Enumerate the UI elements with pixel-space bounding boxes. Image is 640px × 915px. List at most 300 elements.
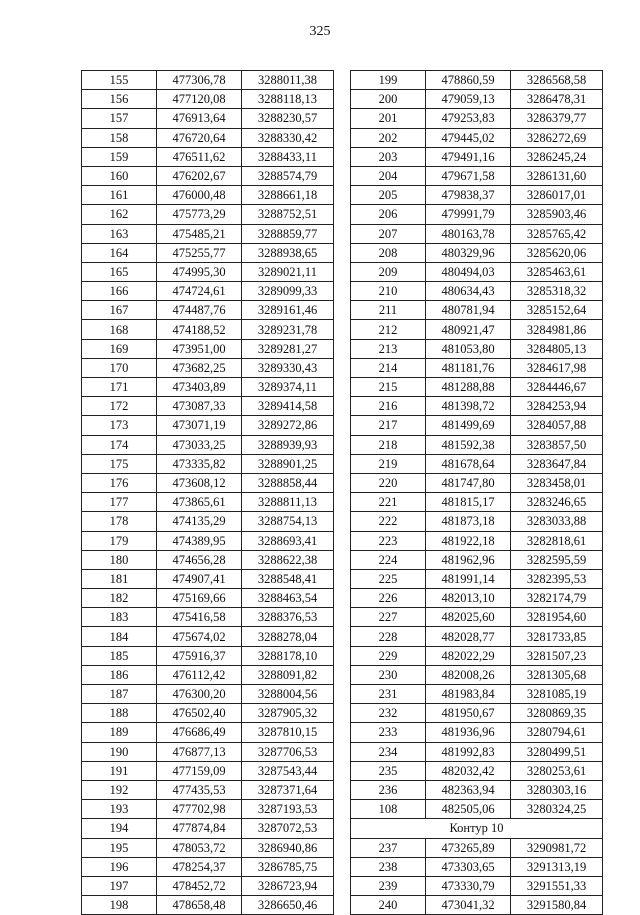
- x-coordinate-cell: 473403,89: [157, 378, 242, 397]
- y-coordinate-cell: 3286017,01: [511, 186, 603, 205]
- point-number-cell: 236: [351, 780, 426, 799]
- y-coordinate-cell: 3284617,98: [511, 358, 603, 377]
- table-row: [82, 71, 334, 90]
- point-number-cell: 239: [351, 876, 426, 895]
- table-row: [82, 493, 334, 512]
- point-number-cell: 189: [82, 723, 157, 742]
- table-row: [82, 857, 334, 876]
- y-coordinate-cell: 3287193,53: [242, 800, 334, 819]
- x-coordinate-cell: 481922,18: [426, 531, 511, 550]
- table-row: [351, 205, 603, 224]
- point-number-cell: 172: [82, 397, 157, 416]
- y-coordinate-cell: 3283857,50: [511, 435, 603, 454]
- y-coordinate-cell: 3287706,53: [242, 742, 334, 761]
- x-coordinate-cell: 481983,84: [426, 685, 511, 704]
- point-number-cell: 184: [82, 627, 157, 646]
- x-coordinate-cell: 473265,89: [426, 838, 511, 857]
- x-coordinate-cell: 477306,78: [157, 71, 242, 90]
- y-coordinate-cell: 3291313,19: [511, 857, 603, 876]
- y-coordinate-cell: 3288433,11: [242, 147, 334, 166]
- point-number-cell: 178: [82, 512, 157, 531]
- table-row: [351, 838, 603, 857]
- point-number-cell: 223: [351, 531, 426, 550]
- point-number-cell: 170: [82, 358, 157, 377]
- x-coordinate-cell: 475485,21: [157, 224, 242, 243]
- table-row: [82, 262, 334, 281]
- y-coordinate-cell: 3287072,53: [242, 819, 334, 838]
- point-number-cell: 227: [351, 608, 426, 627]
- point-number-cell: 226: [351, 589, 426, 608]
- y-coordinate-cell: 3285463,61: [511, 262, 603, 281]
- y-coordinate-cell: 3288754,13: [242, 512, 334, 531]
- x-coordinate-cell: 482363,94: [426, 780, 511, 799]
- y-coordinate-cell: 3280303,16: [511, 780, 603, 799]
- point-number-cell: 229: [351, 646, 426, 665]
- table-row: [351, 608, 603, 627]
- y-coordinate-cell: 3282595,59: [511, 550, 603, 569]
- table-row: [351, 339, 603, 358]
- y-coordinate-cell: 3288091,82: [242, 665, 334, 684]
- table-row: [82, 512, 334, 531]
- x-coordinate-cell: 477435,53: [157, 780, 242, 799]
- x-coordinate-cell: 479491,16: [426, 147, 511, 166]
- point-number-cell: 212: [351, 320, 426, 339]
- y-coordinate-cell: 3289374,11: [242, 378, 334, 397]
- point-number-cell: 191: [82, 761, 157, 780]
- table-row: [82, 780, 334, 799]
- point-number-cell: 206: [351, 205, 426, 224]
- x-coordinate-cell: 476112,42: [157, 665, 242, 684]
- x-coordinate-cell: 474135,29: [157, 512, 242, 531]
- table-row: [82, 569, 334, 588]
- point-number-cell: 179: [82, 531, 157, 550]
- y-coordinate-cell: 3288752,51: [242, 205, 334, 224]
- x-coordinate-cell: 475169,66: [157, 589, 242, 608]
- y-coordinate-cell: 3288118,13: [242, 90, 334, 109]
- x-coordinate-cell: 479838,37: [426, 186, 511, 205]
- x-coordinate-cell: 475416,58: [157, 608, 242, 627]
- y-coordinate-cell: 3283033,88: [511, 512, 603, 531]
- point-number-cell: 173: [82, 416, 157, 435]
- table-row: [351, 90, 603, 109]
- x-coordinate-cell: 478860,59: [426, 71, 511, 90]
- x-coordinate-cell: 474389,95: [157, 531, 242, 550]
- y-coordinate-cell: 3284446,67: [511, 378, 603, 397]
- x-coordinate-cell: 481962,96: [426, 550, 511, 569]
- table-row: [82, 109, 334, 128]
- table-row: [351, 761, 603, 780]
- table-row: [82, 627, 334, 646]
- table-row: [351, 876, 603, 895]
- x-coordinate-cell: 476502,40: [157, 704, 242, 723]
- page-number: 325: [309, 24, 331, 39]
- point-number-cell: 169: [82, 339, 157, 358]
- point-number-cell: 166: [82, 282, 157, 301]
- point-number-cell: 181: [82, 569, 157, 588]
- point-number-cell: 158: [82, 128, 157, 147]
- x-coordinate-cell: 473682,25: [157, 358, 242, 377]
- point-number-cell: 214: [351, 358, 426, 377]
- table-row: [82, 243, 334, 262]
- point-number-cell: 187: [82, 685, 157, 704]
- point-number-cell: 230: [351, 665, 426, 684]
- point-number-cell: 216: [351, 397, 426, 416]
- point-number-cell: 233: [351, 723, 426, 742]
- table-row: [351, 742, 603, 761]
- y-coordinate-cell: 3288693,41: [242, 531, 334, 550]
- table-row: [82, 896, 334, 915]
- point-number-cell: 180: [82, 550, 157, 569]
- point-number-cell: 224: [351, 550, 426, 569]
- table-row: [82, 608, 334, 627]
- y-coordinate-cell: 3282395,53: [511, 569, 603, 588]
- table-row: [351, 186, 603, 205]
- y-coordinate-cell: 3290981,72: [511, 838, 603, 857]
- x-coordinate-cell: 477159,09: [157, 761, 242, 780]
- y-coordinate-cell: 3286568,58: [511, 71, 603, 90]
- x-coordinate-cell: 474724,61: [157, 282, 242, 301]
- table-row: [351, 397, 603, 416]
- table-row: [82, 397, 334, 416]
- table-row: [351, 435, 603, 454]
- y-coordinate-cell: 3287371,64: [242, 780, 334, 799]
- x-coordinate-cell: 474907,41: [157, 569, 242, 588]
- point-number-cell: 192: [82, 780, 157, 799]
- x-coordinate-cell: 477874,84: [157, 819, 242, 838]
- table-row: [82, 147, 334, 166]
- x-coordinate-cell: 481288,88: [426, 378, 511, 397]
- x-coordinate-cell: 473951,00: [157, 339, 242, 358]
- x-coordinate-cell: 481991,14: [426, 569, 511, 588]
- x-coordinate-cell: 481873,18: [426, 512, 511, 531]
- x-coordinate-cell: 482008,26: [426, 665, 511, 684]
- table-row: [351, 896, 603, 915]
- section-header: Контур 10: [351, 819, 603, 838]
- table-row: [82, 704, 334, 723]
- x-coordinate-cell: 481499,69: [426, 416, 511, 435]
- table-row: [351, 147, 603, 166]
- point-number-cell: 211: [351, 301, 426, 320]
- table-row: [82, 282, 334, 301]
- point-number-cell: 237: [351, 838, 426, 857]
- y-coordinate-cell: 3286478,31: [511, 90, 603, 109]
- table-row: [82, 723, 334, 742]
- point-number-cell: 208: [351, 243, 426, 262]
- point-number-cell: 195: [82, 838, 157, 857]
- y-coordinate-cell: 3280324,25: [511, 800, 603, 819]
- x-coordinate-cell: 479991,79: [426, 205, 511, 224]
- y-coordinate-cell: 3284981,86: [511, 320, 603, 339]
- x-coordinate-cell: 473071,19: [157, 416, 242, 435]
- table-row: [82, 416, 334, 435]
- table-row: [82, 378, 334, 397]
- x-coordinate-cell: 480329,96: [426, 243, 511, 262]
- y-coordinate-cell: 3280499,51: [511, 742, 603, 761]
- table-row: [351, 109, 603, 128]
- table-row: [351, 646, 603, 665]
- point-number-cell: 188: [82, 704, 157, 723]
- point-number-cell: 205: [351, 186, 426, 205]
- point-number-cell: 193: [82, 800, 157, 819]
- x-coordinate-cell: 476913,64: [157, 109, 242, 128]
- table-row: [82, 301, 334, 320]
- point-number-cell: 225: [351, 569, 426, 588]
- table-row: [351, 454, 603, 473]
- y-coordinate-cell: 3289414,58: [242, 397, 334, 416]
- table-row: [351, 627, 603, 646]
- table-row: [82, 186, 334, 205]
- point-number-cell: 194: [82, 819, 157, 838]
- y-coordinate-cell: 3286379,77: [511, 109, 603, 128]
- table-row: [351, 378, 603, 397]
- table-row: [351, 358, 603, 377]
- table-row: [351, 531, 603, 550]
- x-coordinate-cell: 482013,10: [426, 589, 511, 608]
- coordinates-table-left: [81, 70, 334, 915]
- x-coordinate-cell: 476686,49: [157, 723, 242, 742]
- x-coordinate-cell: 480163,78: [426, 224, 511, 243]
- table-row: [351, 512, 603, 531]
- x-coordinate-cell: 478658,48: [157, 896, 242, 915]
- point-number-cell: 213: [351, 339, 426, 358]
- point-number-cell: 231: [351, 685, 426, 704]
- y-coordinate-cell: 3288661,18: [242, 186, 334, 205]
- point-number-cell: 198: [82, 896, 157, 915]
- table-row: [351, 128, 603, 147]
- x-coordinate-cell: 478452,72: [157, 876, 242, 895]
- y-coordinate-cell: 3288230,57: [242, 109, 334, 128]
- y-coordinate-cell: 3283647,84: [511, 454, 603, 473]
- table-row: [82, 339, 334, 358]
- x-coordinate-cell: 473330,79: [426, 876, 511, 895]
- point-number-cell: 207: [351, 224, 426, 243]
- table-row: [82, 589, 334, 608]
- x-coordinate-cell: 481815,17: [426, 493, 511, 512]
- point-number-cell: 164: [82, 243, 157, 262]
- point-number-cell: 177: [82, 493, 157, 512]
- point-number-cell: 203: [351, 147, 426, 166]
- x-coordinate-cell: 473608,12: [157, 473, 242, 492]
- point-number-cell: 217: [351, 416, 426, 435]
- y-coordinate-cell: 3285765,42: [511, 224, 603, 243]
- x-coordinate-cell: 479253,83: [426, 109, 511, 128]
- x-coordinate-cell: 474188,52: [157, 320, 242, 339]
- y-coordinate-cell: 3281954,60: [511, 608, 603, 627]
- table-row: [351, 493, 603, 512]
- point-number-cell: 190: [82, 742, 157, 761]
- point-number-cell: 209: [351, 262, 426, 281]
- table-row: [82, 320, 334, 339]
- y-coordinate-cell: 3286131,60: [511, 166, 603, 185]
- y-coordinate-cell: 3286940,86: [242, 838, 334, 857]
- y-coordinate-cell: 3288376,53: [242, 608, 334, 627]
- y-coordinate-cell: 3283246,65: [511, 493, 603, 512]
- x-coordinate-cell: 482032,42: [426, 761, 511, 780]
- coordinates-table-right-body: [351, 71, 603, 915]
- x-coordinate-cell: 479445,02: [426, 128, 511, 147]
- y-coordinate-cell: 3285903,46: [511, 205, 603, 224]
- table-row: [351, 800, 603, 819]
- x-coordinate-cell: 477702,98: [157, 800, 242, 819]
- point-number-cell: 220: [351, 473, 426, 492]
- x-coordinate-cell: 478053,72: [157, 838, 242, 857]
- y-coordinate-cell: 3287543,44: [242, 761, 334, 780]
- point-number-cell: 165: [82, 262, 157, 281]
- x-coordinate-cell: 481592,38: [426, 435, 511, 454]
- x-coordinate-cell: 481053,80: [426, 339, 511, 358]
- y-coordinate-cell: 3288858,44: [242, 473, 334, 492]
- table-row: [82, 90, 334, 109]
- x-coordinate-cell: 475773,29: [157, 205, 242, 224]
- x-coordinate-cell: 474487,76: [157, 301, 242, 320]
- y-coordinate-cell: 3281733,85: [511, 627, 603, 646]
- table-row: [82, 742, 334, 761]
- y-coordinate-cell: 3286245,24: [511, 147, 603, 166]
- point-number-cell: 238: [351, 857, 426, 876]
- point-number-cell: 201: [351, 109, 426, 128]
- y-coordinate-cell: 3289281,27: [242, 339, 334, 358]
- table-row: [351, 550, 603, 569]
- x-coordinate-cell: 473041,32: [426, 896, 511, 915]
- point-number-cell: 228: [351, 627, 426, 646]
- point-number-cell: 168: [82, 320, 157, 339]
- point-number-cell: 160: [82, 166, 157, 185]
- table-row: [351, 473, 603, 492]
- x-coordinate-cell: 480921,47: [426, 320, 511, 339]
- x-coordinate-cell: 479059,13: [426, 90, 511, 109]
- y-coordinate-cell: 3291551,33: [511, 876, 603, 895]
- x-coordinate-cell: 474656,28: [157, 550, 242, 569]
- point-number-cell: 182: [82, 589, 157, 608]
- table-row: [351, 262, 603, 281]
- point-number-cell: 215: [351, 378, 426, 397]
- x-coordinate-cell: 474995,30: [157, 262, 242, 281]
- point-number-cell: 162: [82, 205, 157, 224]
- point-number-cell: 176: [82, 473, 157, 492]
- y-coordinate-cell: 3289231,78: [242, 320, 334, 339]
- point-number-cell: 204: [351, 166, 426, 185]
- point-number-cell: 202: [351, 128, 426, 147]
- x-coordinate-cell: 482025,60: [426, 608, 511, 627]
- y-coordinate-cell: 3284057,88: [511, 416, 603, 435]
- x-coordinate-cell: 476300,20: [157, 685, 242, 704]
- x-coordinate-cell: 480494,03: [426, 262, 511, 281]
- y-coordinate-cell: 3288901,25: [242, 454, 334, 473]
- point-number-cell: 161: [82, 186, 157, 205]
- y-coordinate-cell: 3285620,06: [511, 243, 603, 262]
- y-coordinate-cell: 3280869,35: [511, 704, 603, 723]
- table-row: [82, 454, 334, 473]
- point-number-cell: 210: [351, 282, 426, 301]
- y-coordinate-cell: 3281085,19: [511, 685, 603, 704]
- y-coordinate-cell: 3286650,46: [242, 896, 334, 915]
- coordinates-table-right: [350, 70, 603, 915]
- point-number-cell: 108: [351, 800, 426, 819]
- y-coordinate-cell: 3288004,56: [242, 685, 334, 704]
- y-coordinate-cell: 3289099,33: [242, 282, 334, 301]
- y-coordinate-cell: 3283458,01: [511, 473, 603, 492]
- y-coordinate-cell: 3286723,94: [242, 876, 334, 895]
- point-number-cell: 240: [351, 896, 426, 915]
- table-row: [82, 876, 334, 895]
- table-row: [351, 780, 603, 799]
- y-coordinate-cell: 3288548,41: [242, 569, 334, 588]
- table-row: [351, 723, 603, 742]
- table-row: [82, 531, 334, 550]
- table-row: [351, 857, 603, 876]
- table-row: [82, 685, 334, 704]
- y-coordinate-cell: 3288859,77: [242, 224, 334, 243]
- y-coordinate-cell: 3282818,61: [511, 531, 603, 550]
- coordinates-table-left-body: [82, 71, 334, 915]
- x-coordinate-cell: 482022,29: [426, 646, 511, 665]
- y-coordinate-cell: 3284253,94: [511, 397, 603, 416]
- table-row: [351, 416, 603, 435]
- x-coordinate-cell: 473087,33: [157, 397, 242, 416]
- table-row: [82, 550, 334, 569]
- table-row: [82, 473, 334, 492]
- table-row: [82, 761, 334, 780]
- y-coordinate-cell: 3285318,32: [511, 282, 603, 301]
- y-coordinate-cell: 3282174,79: [511, 589, 603, 608]
- table-row: [82, 665, 334, 684]
- point-number-cell: 197: [82, 876, 157, 895]
- table-row: [82, 128, 334, 147]
- table-row: [351, 819, 603, 838]
- table-row: [82, 435, 334, 454]
- point-number-cell: 235: [351, 761, 426, 780]
- y-coordinate-cell: 3289161,46: [242, 301, 334, 320]
- table-row: [351, 282, 603, 301]
- table-row: [82, 838, 334, 857]
- y-coordinate-cell: 3288330,42: [242, 128, 334, 147]
- x-coordinate-cell: 475674,02: [157, 627, 242, 646]
- y-coordinate-cell: 3288939,93: [242, 435, 334, 454]
- point-number-cell: 218: [351, 435, 426, 454]
- table-row: [82, 800, 334, 819]
- table-row: [82, 819, 334, 838]
- point-number-cell: 199: [351, 71, 426, 90]
- y-coordinate-cell: 3284805,13: [511, 339, 603, 358]
- table-row: [82, 646, 334, 665]
- point-number-cell: 200: [351, 90, 426, 109]
- x-coordinate-cell: 475916,37: [157, 646, 242, 665]
- x-coordinate-cell: 481936,96: [426, 723, 511, 742]
- x-coordinate-cell: 473303,65: [426, 857, 511, 876]
- y-coordinate-cell: 3289330,43: [242, 358, 334, 377]
- point-number-cell: 171: [82, 378, 157, 397]
- y-coordinate-cell: 3288811,13: [242, 493, 334, 512]
- x-coordinate-cell: 481950,67: [426, 704, 511, 723]
- y-coordinate-cell: 3285152,64: [511, 301, 603, 320]
- x-coordinate-cell: 473335,82: [157, 454, 242, 473]
- y-coordinate-cell: 3288011,38: [242, 71, 334, 90]
- y-coordinate-cell: 3291580,84: [511, 896, 603, 915]
- point-number-cell: 196: [82, 857, 157, 876]
- y-coordinate-cell: 3286785,75: [242, 857, 334, 876]
- point-number-cell: 185: [82, 646, 157, 665]
- table-row: [351, 243, 603, 262]
- table-row: [351, 301, 603, 320]
- table-row: [351, 665, 603, 684]
- table-row: [351, 320, 603, 339]
- table-row: [82, 224, 334, 243]
- x-coordinate-cell: 480634,43: [426, 282, 511, 301]
- table-row: [351, 224, 603, 243]
- point-number-cell: 155: [82, 71, 157, 90]
- y-coordinate-cell: 3288178,10: [242, 646, 334, 665]
- x-coordinate-cell: 481398,72: [426, 397, 511, 416]
